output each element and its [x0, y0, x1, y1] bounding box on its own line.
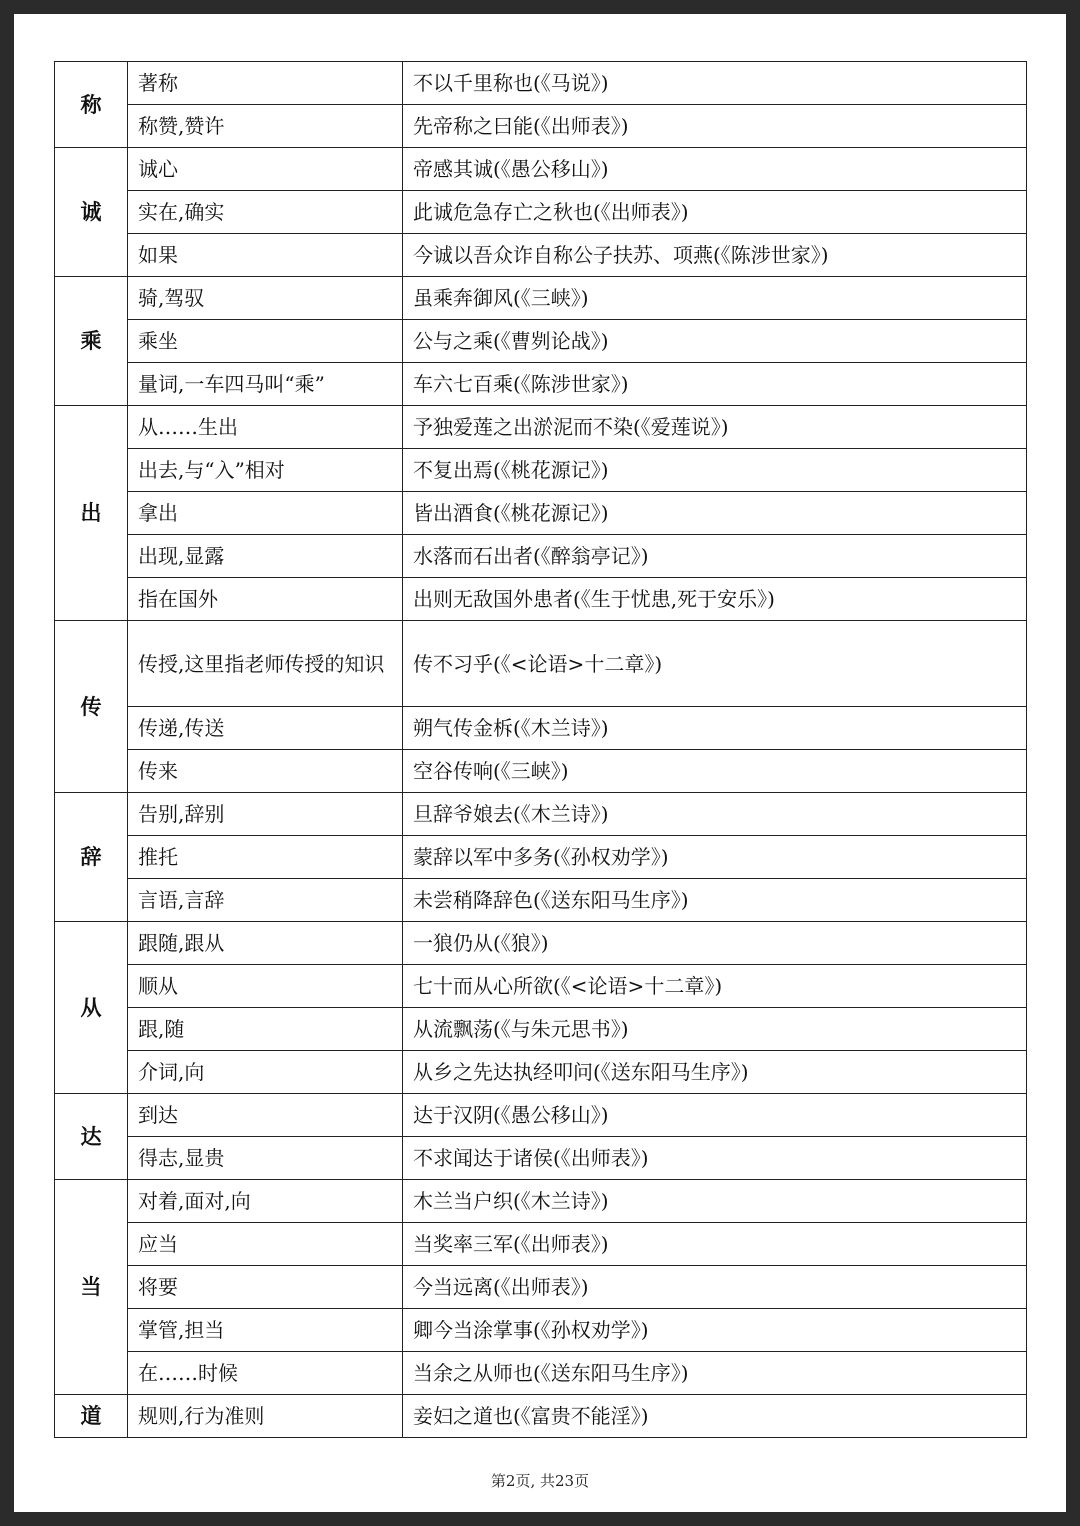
example-cell: 朔气传金柝(《木兰诗》)	[403, 707, 1027, 750]
headword-cell: 出	[55, 406, 128, 621]
table-row	[55, 1352, 1027, 1395]
example-cell: 当奖率三军(《出师表》)	[403, 1223, 1027, 1266]
meaning-cell: 如果	[128, 234, 403, 277]
meaning-cell: 跟,随	[128, 1008, 403, 1051]
example-cell: 旦辞爷娘去(《木兰诗》)	[403, 793, 1027, 836]
meaning-cell: 称赞,赞许	[128, 105, 403, 148]
vocabulary-table	[54, 61, 1027, 1438]
example-cell: 当余之从师也(《送东阳马生序》)	[403, 1352, 1027, 1395]
example-cell: 不以千里称也(《马说》)	[403, 62, 1027, 105]
headword-cell: 达	[55, 1094, 128, 1180]
meaning-cell: 将要	[128, 1266, 403, 1309]
meaning-cell: 量词,一车四马叫“乘”	[128, 363, 403, 406]
meaning-cell: 推托	[128, 836, 403, 879]
page-footer: 第2页, 共23页	[490, 1472, 590, 1490]
example-cell: 传不习乎(《<论语>十二章》)	[403, 621, 1027, 707]
table-row	[55, 1051, 1027, 1094]
table-row	[55, 320, 1027, 363]
example-cell: 木兰当户织(《木兰诗》)	[403, 1180, 1027, 1223]
table-row	[55, 1008, 1027, 1051]
table-row	[55, 1395, 1027, 1438]
headword-cell: 从	[55, 922, 128, 1094]
table-row	[55, 148, 1027, 191]
table-row	[55, 1094, 1027, 1137]
example-cell: 蒙辞以军中多务(《孙权劝学》)	[403, 836, 1027, 879]
meaning-cell: 出去,与“入”相对	[128, 449, 403, 492]
meaning-cell: 介词,向	[128, 1051, 403, 1094]
example-cell: 出则无敌国外患者(《生于忧患,死于安乐》)	[403, 578, 1027, 621]
headword-cell: 当	[55, 1180, 128, 1395]
table-row	[55, 105, 1027, 148]
example-cell: 七十而从心所欲(《<论语>十二章》)	[403, 965, 1027, 1008]
meaning-cell: 诚心	[128, 148, 403, 191]
table-row	[55, 750, 1027, 793]
meaning-cell: 指在国外	[128, 578, 403, 621]
table-row	[55, 965, 1027, 1008]
meaning-cell: 在……时候	[128, 1352, 403, 1395]
example-cell: 空谷传响(《三峡》)	[403, 750, 1027, 793]
example-cell: 先帝称之曰能(《出师表》)	[403, 105, 1027, 148]
headword-cell: 诚	[55, 148, 128, 277]
table-row	[55, 621, 1027, 707]
meaning-cell: 传递,传送	[128, 707, 403, 750]
example-cell: 皆出酒食(《桃花源记》)	[403, 492, 1027, 535]
table-row	[55, 191, 1027, 234]
example-cell: 卿今当涂掌事(《孙权劝学》)	[403, 1309, 1027, 1352]
meaning-cell: 应当	[128, 1223, 403, 1266]
example-cell: 一狼仍从(《狼》)	[403, 922, 1027, 965]
table-row	[55, 1309, 1027, 1352]
example-cell: 水落而石出者(《醉翁亭记》)	[403, 535, 1027, 578]
example-cell: 予独爱莲之出淤泥而不染(《爱莲说》)	[403, 406, 1027, 449]
vocabulary-table-body	[55, 62, 1027, 1438]
meaning-cell: 传授,这里指老师传授的知识	[128, 621, 403, 707]
table-row	[55, 578, 1027, 621]
example-cell: 不复出焉(《桃花源记》)	[403, 449, 1027, 492]
meaning-cell: 言语,言辞	[128, 879, 403, 922]
table-row	[55, 492, 1027, 535]
document-page	[14, 14, 1066, 1512]
meaning-cell: 告别,辞别	[128, 793, 403, 836]
table-row	[55, 707, 1027, 750]
example-cell: 此诚危急存亡之秋也(《出师表》)	[403, 191, 1027, 234]
example-cell: 从乡之先达执经叩问(《送东阳马生序》)	[403, 1051, 1027, 1094]
meaning-cell: 顺从	[128, 965, 403, 1008]
example-cell: 虽乘奔御风(《三峡》)	[403, 277, 1027, 320]
table-row	[55, 1223, 1027, 1266]
headword-cell: 传	[55, 621, 128, 793]
meaning-cell: 出现,显露	[128, 535, 403, 578]
table-row	[55, 922, 1027, 965]
headword-cell: 称	[55, 62, 128, 148]
table-row	[55, 406, 1027, 449]
example-cell: 车六七百乘(《陈涉世家》)	[403, 363, 1027, 406]
example-cell: 达于汉阴(《愚公移山》)	[403, 1094, 1027, 1137]
example-cell: 不求闻达于诸侯(《出师表》)	[403, 1137, 1027, 1180]
example-cell: 帝感其诚(《愚公移山》)	[403, 148, 1027, 191]
meaning-cell: 著称	[128, 62, 403, 105]
table-row	[55, 793, 1027, 836]
meaning-cell: 骑,驾驭	[128, 277, 403, 320]
table-row	[55, 836, 1027, 879]
table-row	[55, 1266, 1027, 1309]
example-cell: 未尝稍降辞色(《送东阳马生序》)	[403, 879, 1027, 922]
example-cell: 今当远离(《出师表》)	[403, 1266, 1027, 1309]
meaning-cell: 规则,行为准则	[128, 1395, 403, 1438]
table-row	[55, 449, 1027, 492]
table-row	[55, 1180, 1027, 1223]
meaning-cell: 得志,显贵	[128, 1137, 403, 1180]
example-cell: 妾妇之道也(《富贵不能淫》)	[403, 1395, 1027, 1438]
meaning-cell: 拿出	[128, 492, 403, 535]
meaning-cell: 对着,面对,向	[128, 1180, 403, 1223]
meaning-cell: 掌管,担当	[128, 1309, 403, 1352]
meaning-cell: 从……生出	[128, 406, 403, 449]
table-row	[55, 879, 1027, 922]
meaning-cell: 到达	[128, 1094, 403, 1137]
meaning-cell: 实在,确实	[128, 191, 403, 234]
table-row	[55, 234, 1027, 277]
table-row	[55, 535, 1027, 578]
example-cell: 从流飘荡(《与朱元思书》)	[403, 1008, 1027, 1051]
meaning-cell: 传来	[128, 750, 403, 793]
table-row	[55, 277, 1027, 320]
example-cell: 今诚以吾众诈自称公子扶苏、项燕(《陈涉世家》)	[403, 234, 1027, 277]
meaning-cell: 跟随,跟从	[128, 922, 403, 965]
headword-cell: 乘	[55, 277, 128, 406]
table-row	[55, 363, 1027, 406]
example-cell: 公与之乘(《曹刿论战》)	[403, 320, 1027, 363]
table-row	[55, 1137, 1027, 1180]
headword-cell: 道	[55, 1395, 128, 1438]
headword-cell: 辞	[55, 793, 128, 922]
table-row	[55, 62, 1027, 105]
meaning-cell: 乘坐	[128, 320, 403, 363]
